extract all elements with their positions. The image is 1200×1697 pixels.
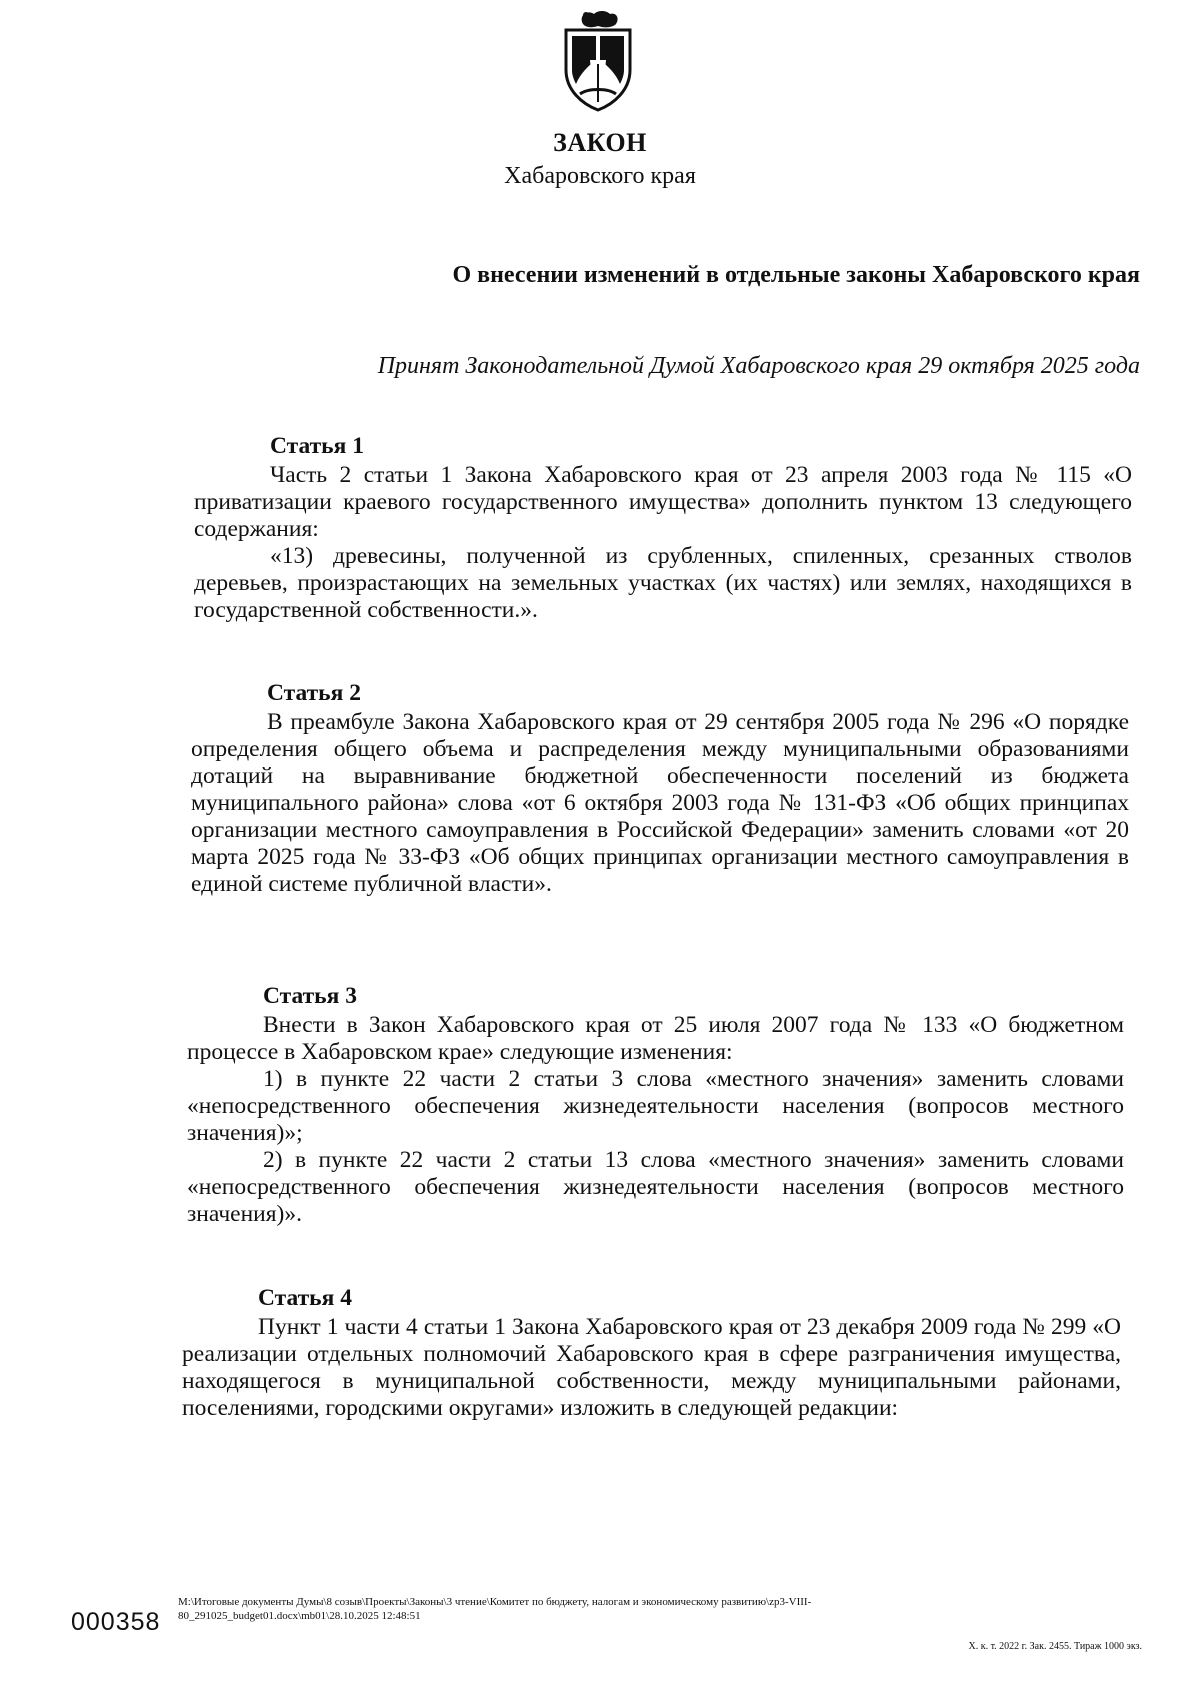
article-title: Статья 2 [267,680,361,706]
article-title: Статья 1 [270,433,364,459]
article-paragraph: Часть 2 статьи 1 Закона Хабаровского края от 23 апреля 2003 года № 115 «О приватизации краевого государственного имущества» дополнить пунктом 13 следующего содержания: [194,462,1132,542]
print-info: Х. к. т. 2022 г. Зак. 2455. Тираж 1000 экз. [968,1641,1142,1652]
article-paragraph: 2) в пункте 22 части 2 статьи 13 слова «местного значения» заменить словами «непосредственного обеспечения жизнедеятельности населения (вопросов местного значения)». [187,1147,1124,1227]
article-paragraph: «13) древесины, полученной из срубленных, спиленных, срезанных стволов деревьев, произрастающих на земельных участках (их частях) или землях, находящихся в государственной собственности.». [194,543,1132,623]
article-3 [187,983,1124,1228]
article-paragraph: 1) в пункте 22 части 2 статьи 3 слова «местного значения» заменить словами «непосредственного обеспечения жизнедеятельности населения (вопросов местного значения)»; [187,1066,1124,1146]
document-heading: О внесении изменений в отдельные законы Хабаровского края [452,262,1140,288]
article-4 [182,1285,1121,1422]
adoption-note: Принят Законодательной Думой Хабаровского края 29 октября 2025 года [377,353,1140,379]
article-2 [191,680,1129,898]
file-path [178,1595,1128,1623]
article-paragraph: Пункт 1 части 4 статьи 1 Закона Хабаровского края от 23 декабря 2009 года № 299 «О реализации отдельных полномочий Хабаровского края в сфере разграничения имущества, находящегося в муниципальной собственности, между муниципальными районами, поселениями, городскими округами» изложить в следующей редакции: [182,1314,1121,1421]
law-title: ЗАКОН [553,128,647,157]
file-path-line: M:\Итоговые документы Думы\8 созыв\Проекты\Законы\3 чтение\Комитет по бюджету, налогам и экономическому развитию\zp3-VIII- [178,1596,812,1608]
law-subtitle: Хабаровского края [504,163,696,189]
article-paragraph: В преамбуле Закона Хабаровского края от 29 сентября 2005 года № 296 «О порядке определения общего объема и распределения между муниципальными образованиями дотаций на выравнивание бюджетной обеспеченности поселений из бюджета муниципального района» слова «от 6 октября 2003 года № 131-ФЗ «Об общих принципах организации местного самоуправления в Российской Федерации» заменить словами «от 20 марта 2025 года № 33-ФЗ «Об общих принципах организации местного самоуправления в единой системе публичной власти». [191,709,1129,897]
article-1 [194,433,1132,624]
document-number: 000358 [71,1608,161,1636]
file-path-line: 80_291025_budget01.docx\mb01\28.10.2025 12:48:51 [178,1610,421,1622]
article-title: Статья 3 [263,983,357,1009]
article-paragraph: Внести в Закон Хабаровского края от 25 июля 2007 года № 133 «О бюджетном процессе в Хабаровском крае» следующие изменения: [187,1012,1124,1065]
article-title: Статья 4 [258,1285,352,1311]
coat-of-arms-icon [560,8,636,112]
